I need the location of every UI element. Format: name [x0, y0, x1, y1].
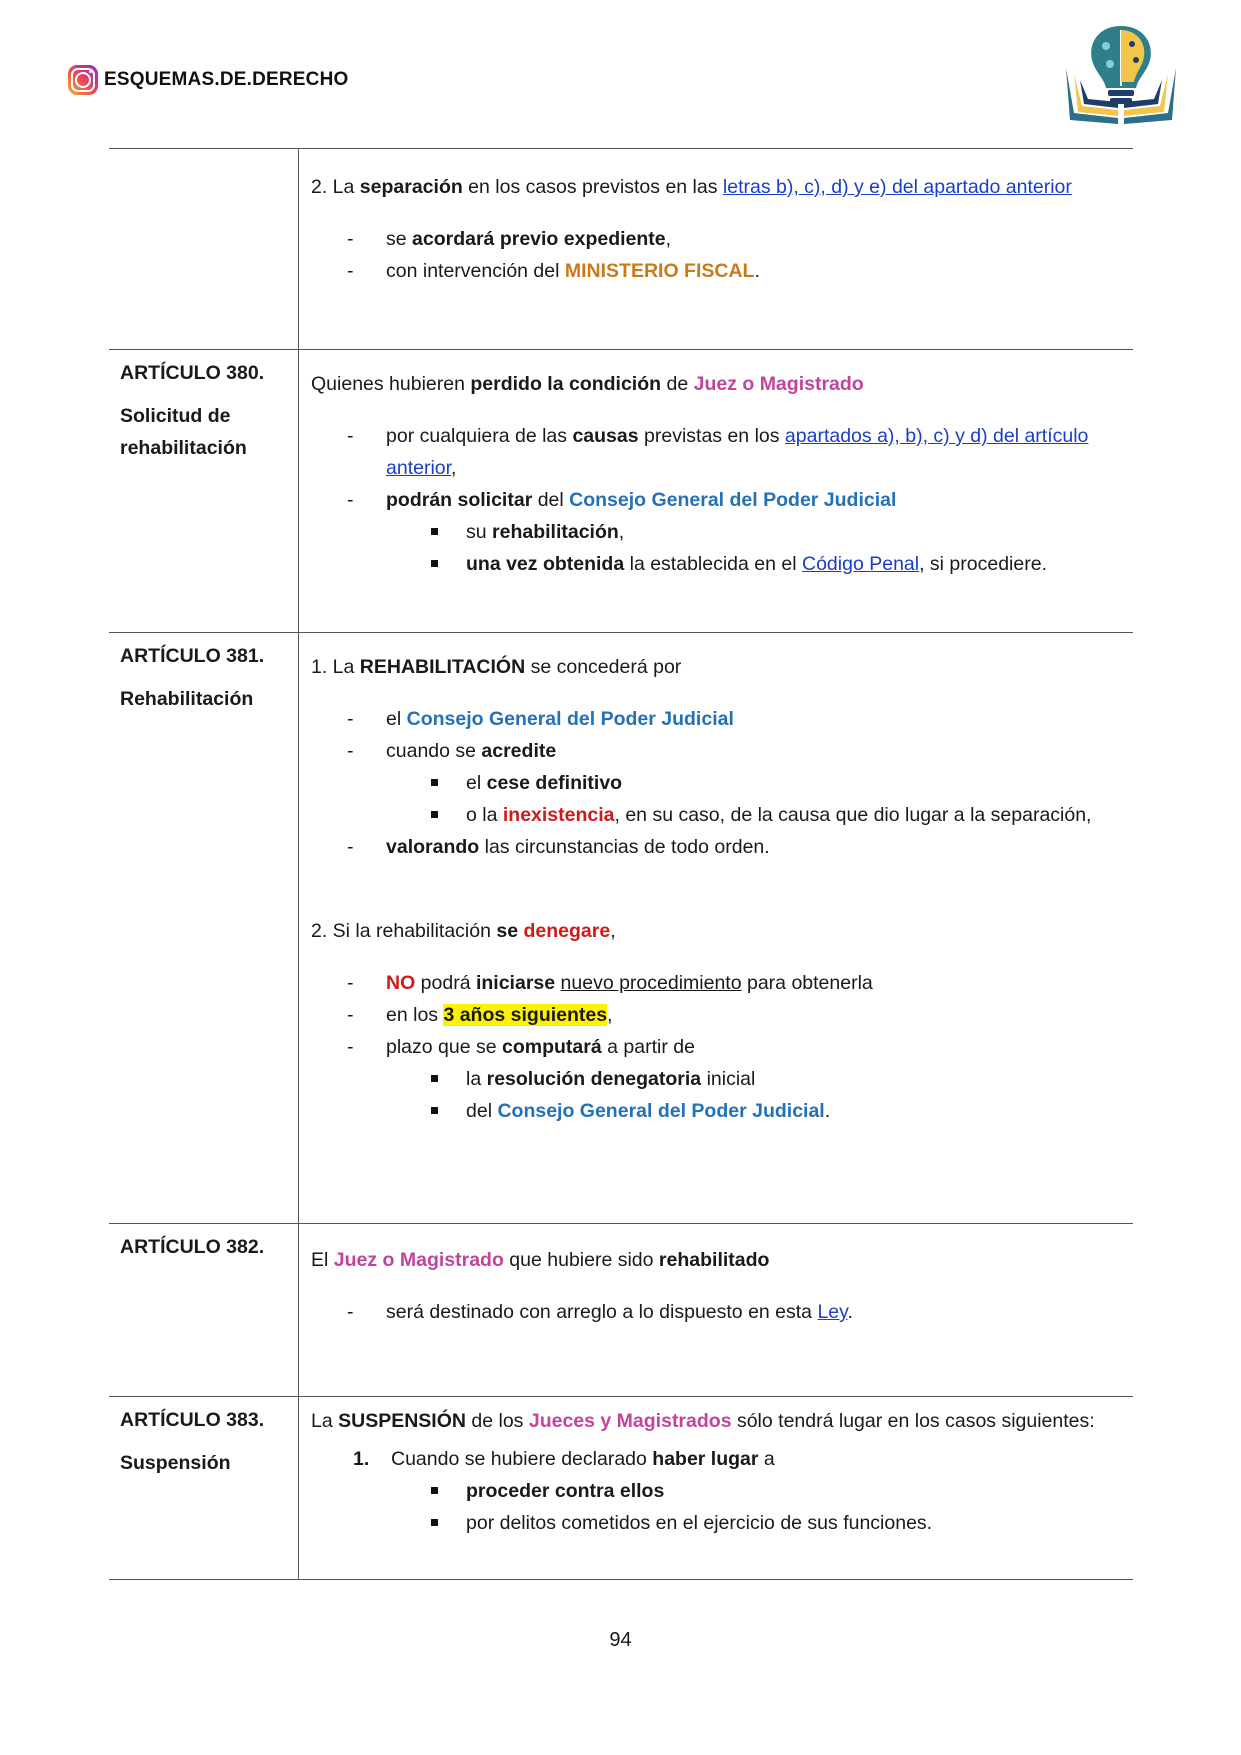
lightbulb-brain-book-logo	[1058, 20, 1184, 132]
article-heading-cell	[109, 1224, 299, 1397]
article-heading-cell	[109, 1397, 299, 1580]
list-item: por delitos cometidos en el ejercicio de sus funciones.	[311, 1507, 1123, 1539]
list-item: - NO podrá iniciarse nuevo procedimiento para obtenerla	[311, 967, 1123, 999]
list-item: - en los 3 años siguientes,	[311, 999, 1123, 1031]
table-row	[109, 149, 1133, 350]
article-title: Suspensión	[120, 1452, 231, 1474]
list-item: - se acordará previo expediente,	[311, 223, 1123, 255]
article-content: 2. La separación en los casos previstos en las letras b), c), d) y e) del apartado anterior - se acordará previo expediente, - con intervención del MINISTERIO FISCAL.	[299, 149, 1134, 350]
article-content: Quienes hubieren perdido la condición de Juez o Magistrado - por cualquiera de las causas previstas en los apartados a), b), c) y d) del artículo anterior, - podrán solicitar del Consejo General del Poder Judicial su rehabilitación, una vez obtenida la establecida en el Código Penal, si procediere.	[299, 350, 1134, 633]
instagram-icon	[68, 65, 98, 95]
list-item: proceder contra ellos	[311, 1475, 1123, 1507]
article-heading-cell	[109, 350, 299, 633]
article-content: 1. La REHABILITACIÓN se concederá por - el Consejo General del Poder Judicial - cuando se acredite el cese definitivo o la inexistencia, en su caso, de la causa que dio lugar a la separación, - valorando las circunstancias de todo orden. 2. Si la rehabilitación se denegare, - NO podrá iniciarse nuevo procedimiento para obtenerla - en los 3 años siguientes, - plazo que se computará a partir de la resolución denegatoria inicial del Consejo General del Poder Judicial.	[299, 633, 1134, 1224]
list-item: - el Consejo General del Poder Judicial	[311, 703, 1123, 735]
article-heading-cell	[109, 633, 299, 1224]
list-item: su rehabilitación,	[311, 516, 1123, 548]
table-row	[109, 1397, 1133, 1580]
list-item: - podrán solicitar del Consejo General del Poder Judicial su rehabilitación, una vez obtenida la establecida en el Código Penal, si procediere.	[311, 484, 1123, 580]
table-row	[109, 633, 1133, 1224]
list-item: - con intervención del MINISTERIO FISCAL.	[311, 255, 1123, 287]
article-cell-empty	[109, 149, 299, 350]
list-item: - plazo que se computará a partir de la resolución denegatoria inicial del Consejo General del Poder Judicial.	[311, 1031, 1123, 1127]
articles-table	[109, 148, 1133, 1580]
codigo-penal-link[interactable]: Código Penal	[802, 553, 920, 575]
list-item: - valorando las circunstancias de todo orden.	[311, 831, 1123, 863]
table-row	[109, 350, 1133, 633]
article-content: El Juez o Magistrado que hubiere sido rehabilitado - será destinado con arreglo a lo dispuesto en esta Ley.	[299, 1224, 1134, 1397]
list-item: del Consejo General del Poder Judicial.	[311, 1095, 1123, 1127]
article-content: La SUSPENSIÓN de los Jueces y Magistrados sólo tendrá lugar en los casos siguientes: 1. Cuando se hubiere declarado haber lugar a proceder contra ellos por delitos cometidos en el ejercicio de sus funciones.	[299, 1397, 1134, 1580]
brand-name: ESQUEMAS.DE.DERECHO	[104, 69, 349, 90]
article-reference-link[interactable]: apartados a), b), c) y d) del artículo anterior	[386, 425, 1089, 479]
article-number: ARTÍCULO 382.	[120, 1236, 265, 1258]
article-title: Solicitud de rehabilitación	[120, 405, 247, 459]
article-reference-link[interactable]: letras b), c), d) y e) del apartado anterior	[722, 176, 1072, 198]
page-number: 94	[609, 1629, 632, 1651]
list-item: - cuando se acredite el cese definitivo o la inexistencia, en su caso, de la causa que dio lugar a la separación,	[311, 735, 1123, 831]
list-item: una vez obtenida la establecida en el Código Penal, si procediere.	[311, 548, 1123, 580]
article-number: ARTÍCULO 380.	[120, 362, 265, 384]
list-item: 1. Cuando se hubiere declarado haber lugar a proceder contra ellos por delitos cometidos en el ejercicio de sus funciones.	[311, 1443, 1123, 1539]
list-item: la resolución denegatoria inicial	[311, 1063, 1123, 1095]
ley-link[interactable]: Ley	[817, 1301, 848, 1323]
table-row	[109, 1224, 1133, 1397]
page-header	[68, 64, 349, 96]
list-item: el cese definitivo	[311, 767, 1123, 799]
list-item: o la inexistencia, en su caso, de la causa que dio lugar a la separación,	[311, 799, 1123, 831]
list-item: - por cualquiera de las causas previstas en los apartados a), b), c) y d) del artículo anterior,	[311, 420, 1123, 484]
article-number: ARTÍCULO 381.	[120, 645, 265, 667]
list-item: - será destinado con arreglo a lo dispuesto en esta Ley.	[311, 1296, 1123, 1328]
article-title: Rehabilitación	[120, 688, 254, 710]
article-number: ARTÍCULO 383.	[120, 1409, 265, 1431]
